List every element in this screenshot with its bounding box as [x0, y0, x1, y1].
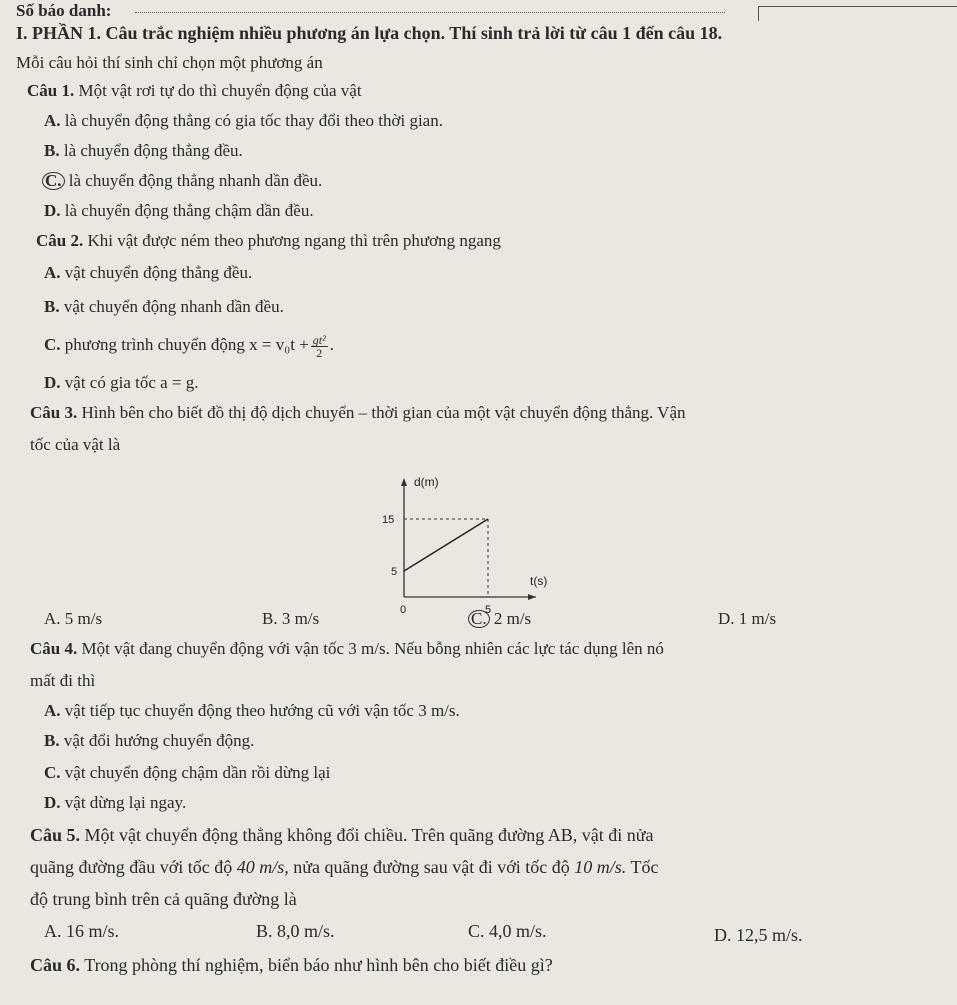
q2-option-c[interactable]: C. phương trình chuyển động x = v₀t + $\frac{\text{gt²}}{2}$ .	[44, 332, 334, 360]
header-box	[758, 6, 957, 21]
q4-option-d[interactable]: D. vật dừng lại ngay.	[44, 793, 187, 812]
q1-option-b[interactable]: B. là chuyển động thẳng đều.	[44, 141, 243, 160]
part-title: I. PHẦN 1. Câu trắc nghiệm nhiều phương án lựa chọn. Thí sinh trả lời từ câu 1 đến câu 18.	[16, 23, 723, 43]
q5-option-b[interactable]: B. 8,0 m/s.	[256, 921, 335, 941]
y-tick-label: 5	[391, 566, 398, 578]
q4-stem-line1: Câu 4. Một vật đang chuyển động với vận tốc 3 m/s. Nếu bỗng nhiên các lực tác dụng lên nó	[30, 639, 664, 658]
q3-label: Câu 3.	[30, 403, 78, 422]
q1-option-a[interactable]: A. là chuyển động thẳng có gia tốc thay đổi theo thời gian.	[44, 111, 443, 130]
q5-option-d[interactable]: D. 12,5 m/s.	[714, 925, 803, 945]
q2-option-d[interactable]: D. vật có gia tốc a = g.	[44, 373, 199, 392]
sbd-dotted-line	[135, 12, 725, 13]
y-tick-label: 15	[382, 514, 395, 526]
x-axis-arrow	[528, 594, 536, 600]
q2-text: Khi vật được ném theo phương ngang thì trên phương ngang	[87, 231, 501, 250]
q4-option-c[interactable]: C. vật chuyển động chậm dần rồi dừng lại	[44, 763, 331, 782]
part-instruction: Mỗi câu hỏi thí sinh chỉ chọn một phương án	[16, 53, 323, 72]
q2-stem	[36, 230, 501, 252]
q6-label: Câu 6.	[30, 955, 81, 975]
q4-option-a[interactable]: A. vật tiếp tục chuyển động theo hướng cũ với vận tốc 3 m/s.	[44, 701, 460, 720]
q3-stem-line2: tốc của vật là	[30, 435, 121, 454]
displacement-time-graph	[350, 462, 580, 627]
q5-option-c[interactable]: C. 4,0 m/s.	[468, 921, 547, 941]
q5-stem-line1: Câu 5. Một vật chuyển động thẳng không đổi chiều. Trên quãng đường AB, vật đi nửa	[30, 825, 654, 845]
q2-label: Câu 2.	[36, 231, 84, 250]
data-line	[404, 519, 488, 571]
q1-label: Câu 1.	[27, 81, 75, 100]
q5-stem-line3: độ trung bình trên cả quãng đường là	[30, 889, 297, 909]
q1-stem	[27, 80, 362, 102]
q5-option-a[interactable]: A. 16 m/s.	[44, 921, 120, 941]
q1-option-d[interactable]: D. là chuyển động thẳng chậm dần đều.	[44, 201, 314, 220]
q4-option-b[interactable]: B. vật đổi hướng chuyển động.	[44, 731, 255, 750]
q5-stem-line2: quãng đường đầu với tốc độ 40 m/s, nửa quãng đường sau vật đi với tốc độ 10 m/s. Tốc	[30, 857, 659, 877]
q5-label: Câu 5.	[30, 825, 81, 845]
q1-text: Một vật rơi tự do thì chuyển động của vật	[78, 81, 362, 100]
x-axis-label: t(s)	[530, 574, 548, 588]
sbd-label: Số báo danh:	[16, 1, 112, 20]
q4-label: Câu 4.	[30, 639, 78, 658]
q3-stem-line1: Câu 3. Hình bên cho biết đồ thị độ dịch chuyển – thời gian của một vật chuyển động thẳng. Vận	[30, 403, 686, 422]
x-tick-label: 0	[400, 604, 407, 616]
x-tick-label: 5	[485, 604, 492, 616]
y-axis-label: d(m)	[414, 475, 439, 489]
q3-option-d[interactable]: D. 1 m/s	[718, 609, 777, 628]
selected-circle-mark: C.	[468, 610, 490, 628]
selected-circle-mark: C.	[42, 172, 65, 190]
y-axis-arrow	[401, 478, 407, 486]
q4-stem-line2: mất đi thì	[30, 671, 96, 690]
q1-option-c[interactable]: C. là chuyển động thẳng nhanh dần đều.	[42, 170, 322, 192]
q3-option-b[interactable]: B. 3 m/s	[262, 609, 320, 628]
q2-option-a[interactable]: A. vật chuyển động thẳng đều.	[44, 263, 253, 282]
q6-stem: Câu 6. Trong phòng thí nghiệm, biển báo như hình bên cho biết điều gì?	[30, 955, 553, 975]
fraction: $\frac{\text{gt²}}{2}$	[312, 332, 326, 360]
q2-option-b[interactable]: B. vật chuyển động nhanh dần đều.	[44, 297, 284, 316]
q3-option-c[interactable]: C. 2 m/s	[468, 608, 531, 630]
q3-option-a[interactable]: A. 5 m/s	[44, 609, 103, 628]
